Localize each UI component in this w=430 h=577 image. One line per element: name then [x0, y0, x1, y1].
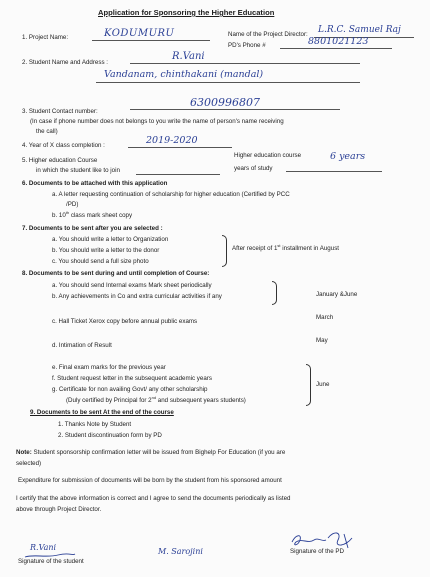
section-8-brace-ab — [272, 281, 277, 305]
form-title: Application for Sponsoring the Higher Education — [98, 8, 275, 17]
section-7-item: b. You should write a letter to the donor — [52, 247, 160, 254]
contact-value: 6300996807 — [190, 96, 260, 109]
pd-phone-value: 8801021123 — [308, 36, 369, 47]
section-7-item: a. You should write a letter to Organization — [52, 236, 169, 243]
years-label-line-2: years of study — [234, 165, 273, 172]
section-7-brace — [222, 235, 227, 267]
contact-label: 3. Student Contact number: — [22, 108, 98, 115]
director-name-value: L.R.C. Samuel Raj — [318, 25, 401, 35]
contact-note-line-2: the call) — [36, 128, 58, 135]
section-8-item: b. Any achievements in Co and extra curricular activities if any — [52, 293, 222, 300]
section-9-heading: 9. Documents to be sent At the end of the course — [30, 409, 174, 416]
student-name-address-label: 2. Student Name and Address : — [22, 59, 108, 66]
section-8-item: g. Certificate for non availing Govt/ any other scholarship — [52, 386, 208, 393]
expenditure-note: Expenditure for submission of documents will be born by the student from his sponsored amount — [18, 477, 282, 484]
section-8-timing-d: May — [316, 337, 328, 344]
section-8-timing-ab: January &June — [316, 291, 358, 298]
section-8-item: c. Hall Ticket Xerox copy before annual public exams — [52, 318, 198, 325]
section-6-item: a. A letter requesting continuation of scholarship for higher education (Certified by PCC — [52, 191, 290, 198]
certification-line-1: I certify that the above information is correct and I agree to send the documents periodically as listed — [16, 495, 291, 502]
course-label-line-1: 5. Higher education Course — [22, 157, 98, 164]
section-7-heading: 7. Documents to be sent after you are selected : — [22, 225, 163, 232]
student-signature-name: R.Vani — [30, 543, 57, 552]
section-8-timing-c: March — [316, 314, 334, 321]
section-7-item: c. You should send a full size photo — [52, 258, 149, 265]
section-6-item: b. 10th class mark sheet copy — [52, 209, 133, 219]
director-name-label: Name of the Project Director: — [228, 31, 308, 38]
section-7-timing-note: After receipt of 1st installment in August — [232, 242, 340, 252]
course-label-line-2: in which the student like to join — [36, 167, 120, 174]
section-8-item: e. Final exam marks for the previous year — [52, 364, 166, 371]
note-line-1: Note: Student sponsorship confirmation letter will be issued from Bighelp For Education (if you are — [16, 449, 286, 456]
student-name-value: R.Vani — [172, 51, 205, 62]
student-address-value: Vandanam, chinthakani (mandal) — [104, 69, 264, 80]
section-8-item: a. You should send Internal exams Mark sheet periodically — [52, 282, 212, 289]
middle-signature-name: M. Sarojini — [158, 547, 203, 556]
section-8-item: (Duly certified by Principal for 2nd and subsequent years students) — [66, 394, 246, 404]
section-9-item: 1. Thanks Note by Student — [58, 421, 132, 428]
section-8-item: d. Intimation of Result — [52, 342, 112, 349]
x-class-year-label: 4. Year of X class completion : — [22, 142, 105, 149]
section-8-item: f. Student request letter in the subsequent academic years — [52, 375, 212, 382]
project-name-label: 1. Project Name: — [22, 34, 69, 41]
student-signature-label: Signature of the student — [18, 558, 84, 565]
project-name-value: KODUMURU — [104, 28, 175, 39]
pd-phone-label: PD's Phone # — [228, 42, 266, 49]
x-class-year-value: 2019-2020 — [146, 135, 198, 146]
years-value: 6 years — [330, 151, 366, 162]
section-9-item: 2. Student discontinuation form by PD — [58, 432, 162, 439]
section-6-item: /PD) — [66, 201, 79, 208]
years-label-line-1: Higher education course — [234, 152, 302, 159]
section-8-timing-efg: June — [316, 381, 330, 388]
section-8-heading: 8. Documents to be sent during and until completion of Course: — [22, 270, 210, 277]
certification-line-2: above through Project Director. — [16, 506, 102, 513]
note-line-2: selected) — [16, 460, 42, 467]
section-6-heading: 6. Documents to be attached with this application — [22, 180, 168, 187]
pd-signature-label: Signature of the PD — [290, 548, 345, 555]
section-8-brace-efg — [306, 364, 311, 406]
contact-note-line-1: (In case if phone number does not belongs to you write the name of person's name receiving — [30, 118, 284, 125]
